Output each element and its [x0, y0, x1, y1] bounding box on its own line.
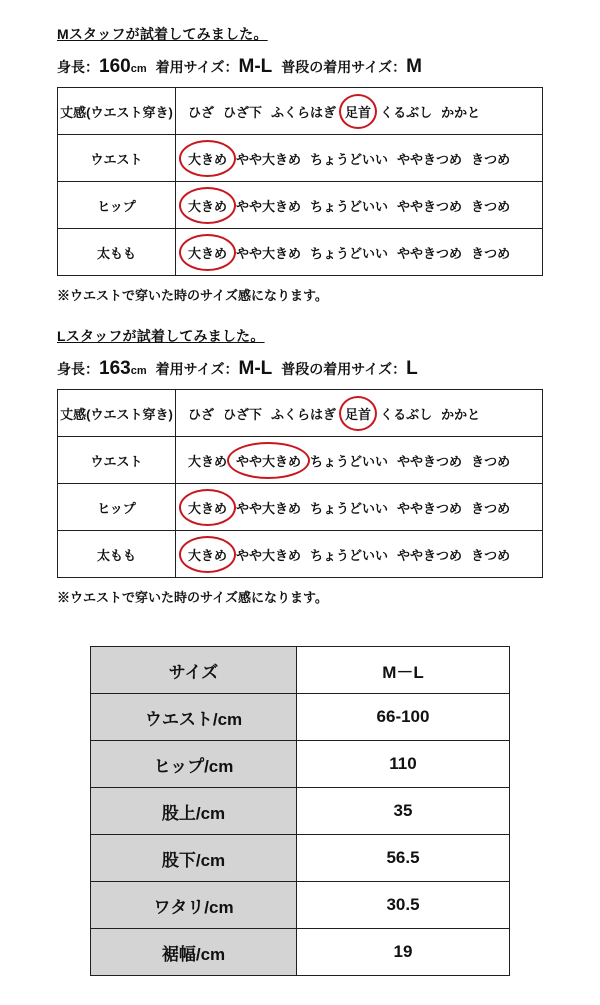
option-item[interactable]: ややきつめ	[397, 547, 463, 563]
section-note: ※ウエストで穿いた時のサイズ感になります。	[57, 288, 328, 303]
row-label: 丈感(ウエスト穿き)	[58, 390, 176, 437]
row-label: 丈感(ウエスト穿き)	[58, 88, 176, 135]
table-row	[91, 929, 510, 976]
row-label: ヒップ	[58, 484, 176, 531]
staff-stats	[57, 56, 600, 78]
table-row	[91, 835, 510, 882]
table-row	[58, 484, 543, 531]
spec-key: 股上/cm	[91, 788, 297, 835]
staff-heading: Mスタッフが試着してみました。	[57, 26, 268, 42]
table-row	[58, 229, 543, 276]
spec-key: ワタリ/cm	[91, 882, 297, 929]
row-label: ウエスト	[58, 135, 176, 182]
worn-size-value: M-L	[238, 358, 273, 379]
height-unit: cm	[130, 63, 147, 75]
option-item[interactable]: きつめ	[471, 151, 511, 167]
table-row	[58, 88, 543, 135]
table-row	[91, 694, 510, 741]
table-row	[58, 390, 543, 437]
option-item-selected[interactable]: 大きめ	[188, 243, 227, 262]
row-options	[176, 390, 543, 437]
option-item[interactable]: くるぶし	[380, 104, 433, 120]
option-item[interactable]: くるぶし	[380, 406, 433, 422]
option-item-selected[interactable]: 大きめ	[188, 545, 227, 564]
option-item[interactable]: ふくらはぎ	[271, 406, 337, 422]
option-item[interactable]: やや大きめ	[236, 547, 302, 563]
row-options	[176, 88, 543, 135]
option-item[interactable]: ややきつめ	[397, 500, 463, 516]
option-item[interactable]: かかと	[441, 104, 481, 120]
option-item[interactable]: やや大きめ	[236, 151, 302, 167]
table-row	[91, 741, 510, 788]
option-item[interactable]: ちょうどいい	[310, 245, 389, 261]
section-note: ※ウエストで穿いた時のサイズ感になります。	[57, 590, 328, 605]
spec-value: 56.5	[297, 835, 510, 882]
row-label: 太もも	[58, 229, 176, 276]
option-item[interactable]: ちょうどいい	[310, 547, 389, 563]
fit-table	[57, 87, 543, 276]
usual-size-label: 普段の着用サイズ：	[281, 59, 407, 75]
row-options	[176, 229, 543, 276]
option-item-selected[interactable]: やや大きめ	[236, 451, 301, 470]
staff-section-m	[0, 24, 600, 304]
staff-heading: Lスタッフが試着してみました。	[57, 328, 265, 344]
worn-size-label: 着用サイズ：	[155, 361, 239, 377]
height-label: 身長：	[57, 59, 99, 75]
option-item[interactable]: かかと	[441, 406, 481, 422]
spec-header-key: サイズ	[91, 647, 297, 694]
option-item-selected[interactable]: 大きめ	[188, 498, 227, 517]
worn-size-label: 着用サイズ：	[155, 59, 239, 75]
staff-section-l	[0, 326, 600, 606]
height-label: 身長：	[57, 361, 99, 377]
measurement-table	[90, 646, 510, 976]
option-item-selected[interactable]: 大きめ	[188, 149, 227, 168]
option-item[interactable]: ひざ	[188, 406, 215, 422]
option-item-selected[interactable]: 足首	[345, 102, 371, 121]
option-item[interactable]: やや大きめ	[236, 198, 302, 214]
option-item[interactable]: ややきつめ	[397, 198, 463, 214]
worn-size-value: M-L	[238, 56, 273, 77]
fit-table	[57, 389, 543, 578]
option-item[interactable]: ひざ	[188, 104, 215, 120]
row-label: 太もも	[58, 531, 176, 578]
table-row	[58, 531, 543, 578]
usual-size-value: M	[406, 56, 422, 77]
option-item-selected[interactable]: 大きめ	[188, 196, 227, 215]
table-row	[58, 135, 543, 182]
option-item[interactable]: ひざ下	[223, 406, 263, 422]
usual-size-value: L	[406, 358, 418, 379]
spec-value: 19	[297, 929, 510, 976]
spec-key: 股下/cm	[91, 835, 297, 882]
spec-value: 30.5	[297, 882, 510, 929]
option-item[interactable]: きつめ	[471, 198, 511, 214]
option-item[interactable]: ややきつめ	[397, 453, 463, 469]
option-item[interactable]: ちょうどいい	[310, 198, 389, 214]
table-row	[91, 882, 510, 929]
spec-key: 裾幅/cm	[91, 929, 297, 976]
spec-value: 110	[297, 741, 510, 788]
row-options	[176, 437, 543, 484]
option-item[interactable]: ちょうどいい	[310, 453, 389, 469]
table-row	[58, 182, 543, 229]
option-item[interactable]: ちょうどいい	[310, 500, 389, 516]
option-item[interactable]: きつめ	[471, 547, 511, 563]
option-item[interactable]: やや大きめ	[236, 245, 302, 261]
height-unit: cm	[130, 365, 147, 377]
table-row	[91, 788, 510, 835]
spec-value: 66-100	[297, 694, 510, 741]
option-item[interactable]: きつめ	[471, 453, 511, 469]
row-options	[176, 484, 543, 531]
row-options	[176, 531, 543, 578]
usual-size-label: 普段の着用サイズ：	[281, 361, 407, 377]
table-row	[58, 437, 543, 484]
spec-key: ヒップ/cm	[91, 741, 297, 788]
height-value: 163	[99, 358, 131, 379]
option-item[interactable]: ややきつめ	[397, 245, 463, 261]
option-item[interactable]: きつめ	[471, 500, 511, 516]
option-item[interactable]: ちょうどいい	[310, 151, 389, 167]
option-item[interactable]: きつめ	[471, 245, 511, 261]
staff-stats	[57, 358, 600, 380]
row-label: ヒップ	[58, 182, 176, 229]
option-item-selected[interactable]: 足首	[345, 404, 371, 423]
row-options	[176, 182, 543, 229]
table-row-header	[91, 647, 510, 694]
option-item[interactable]: ややきつめ	[397, 151, 463, 167]
row-label: ウエスト	[58, 437, 176, 484]
row-options	[176, 135, 543, 182]
option-item[interactable]: ひざ下	[223, 104, 263, 120]
option-item[interactable]: ふくらはぎ	[271, 104, 337, 120]
spec-value: 35	[297, 788, 510, 835]
height-value: 160	[99, 56, 131, 77]
spec-key: ウエスト/cm	[91, 694, 297, 741]
option-item[interactable]: 大きめ	[188, 453, 228, 469]
option-item[interactable]: やや大きめ	[236, 500, 302, 516]
spec-header-value: M－L	[297, 647, 510, 694]
